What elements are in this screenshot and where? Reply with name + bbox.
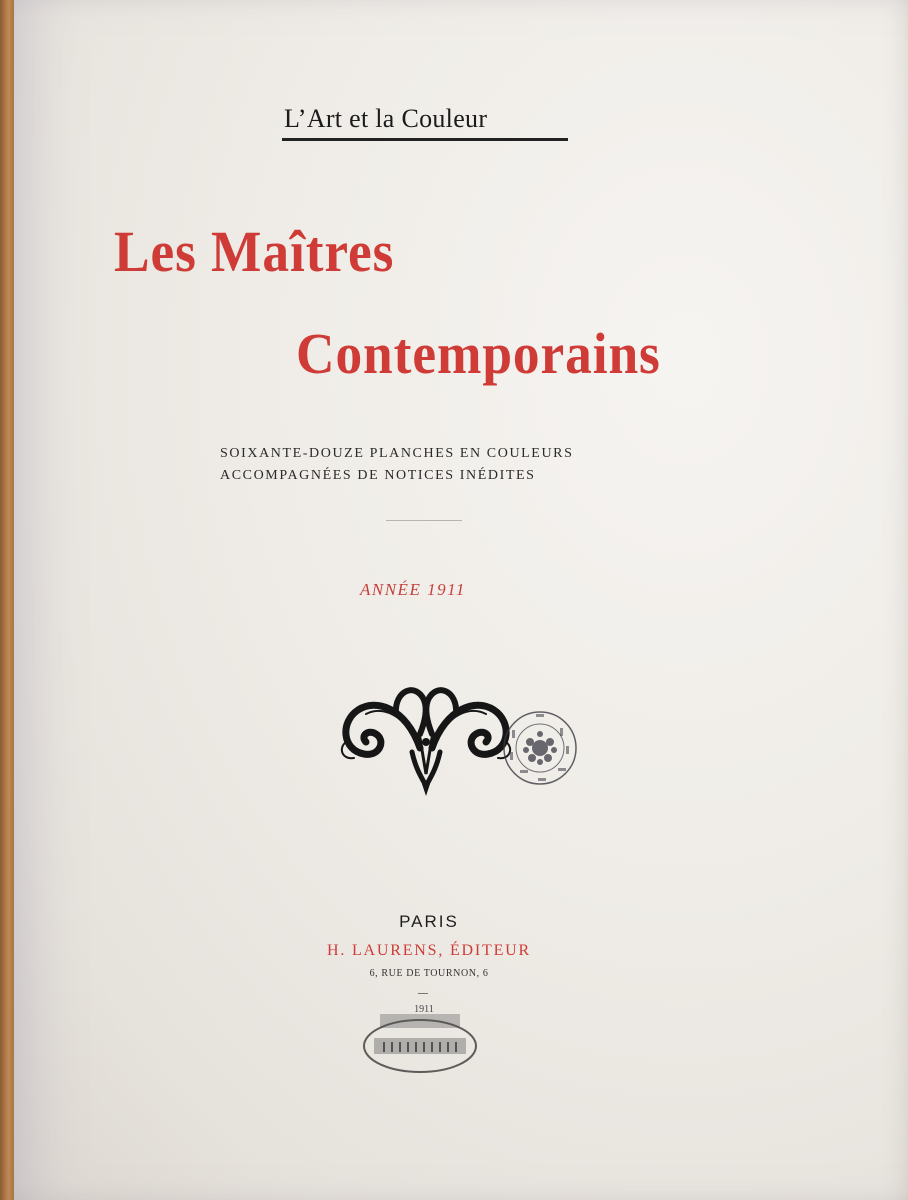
year-label: ANNÉE 1911 — [360, 580, 466, 599]
oval-stamp-icon — [360, 1012, 480, 1076]
imprint-year: 1911 — [414, 1004, 434, 1015]
subtitle-line2: ACCOMPAGNÉES DE NOTICES INÉDITES — [220, 468, 536, 483]
publication-city: PARIS — [399, 912, 459, 931]
series-underline — [282, 138, 568, 141]
art-nouveau-ornament-icon — [336, 678, 516, 800]
publisher-name: H. LAURENS, ÉDITEUR — [327, 942, 531, 959]
library-seal-icon — [500, 708, 580, 788]
subtitle-line1: SOIXANTE-DOUZE PLANCHES EN COULEURS — [220, 446, 574, 461]
series-title: L’Art et la Couleur — [284, 104, 488, 133]
publisher-address: 6, RUE DE TOURNON, 6 — [369, 968, 489, 979]
title-page — [14, 0, 908, 1200]
book-spine-edge — [0, 0, 14, 1200]
small-dash — [418, 993, 428, 994]
divider-rule — [386, 520, 462, 521]
main-title-line1: Les Maîtres — [114, 219, 395, 284]
main-title-line2: Contemporains — [296, 321, 661, 386]
